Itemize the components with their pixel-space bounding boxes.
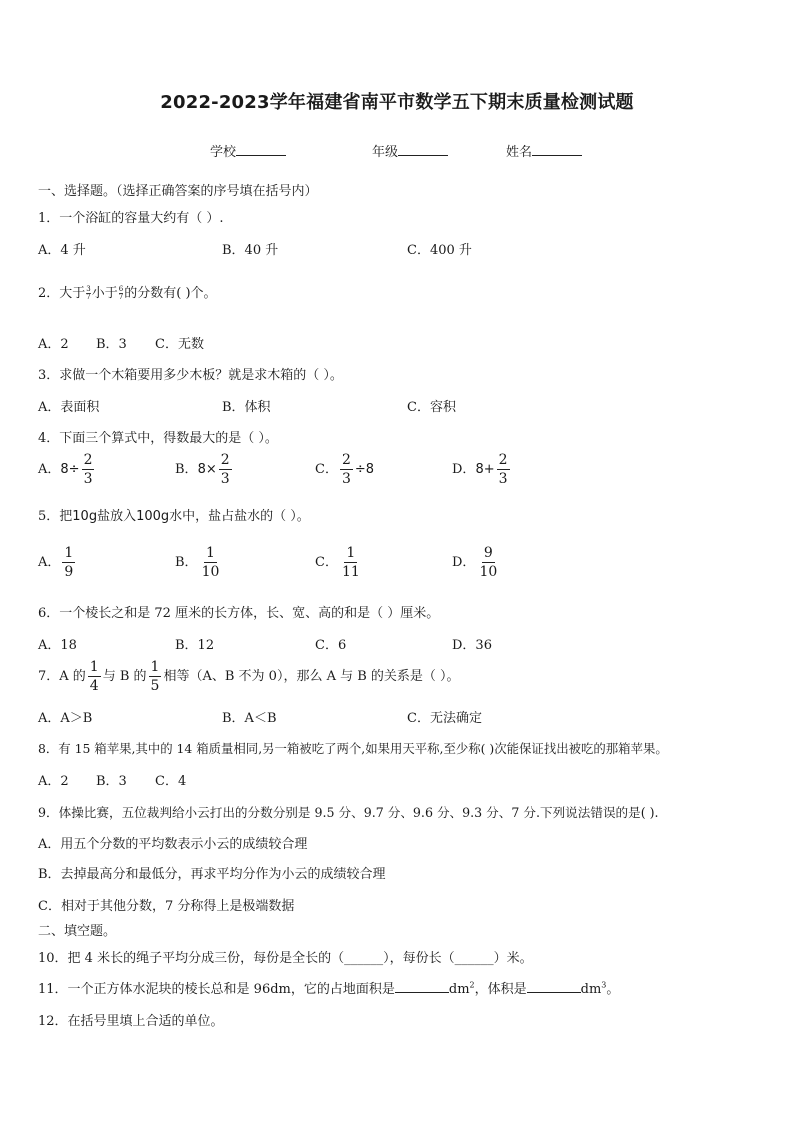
q9-option-c: C．相对于其他分数，7 分称得上是极端数据 — [38, 899, 295, 914]
q6-option-c: C．6 — [315, 638, 347, 653]
q5-water: 100g — [136, 509, 170, 524]
q4-option-c — [315, 453, 374, 486]
q4-a-label: A． — [38, 462, 61, 477]
q5-b-den: 10 — [201, 564, 220, 580]
question-1: 1．一个浴缸的容量大约有（ ）. — [38, 211, 224, 226]
question-2 — [38, 282, 217, 301]
q5-a-den: 9 — [64, 564, 74, 580]
q9-option-a: A．用五个分数的平均数表示小云的成绩较合理 — [38, 837, 308, 852]
q3-option-c: C．容积 — [407, 400, 456, 415]
q7-option-a: A．A＞B — [38, 711, 93, 726]
q2-option-c: C．无数 — [155, 337, 204, 352]
q4-a-fraction — [82, 453, 95, 486]
question-11 — [38, 978, 619, 997]
q4-c-fraction — [340, 453, 353, 486]
q2-pre: 2．大于 — [38, 286, 86, 301]
q7-mid: 与 B 的 — [102, 669, 147, 684]
q4-option-d — [452, 453, 512, 486]
q7-pre: 7．A 的 — [38, 669, 86, 684]
q6-option-d: D．36 — [452, 638, 492, 653]
q5-option-a — [38, 546, 77, 579]
q4-d-num: 2 — [498, 452, 508, 468]
school-field — [210, 141, 286, 160]
q4-c-den: 3 — [341, 471, 351, 487]
q4-d-den: 3 — [498, 471, 508, 487]
question-3: 3．求做一个木箱要用多少木板？就是求木箱的（ ）。 — [38, 368, 343, 383]
q7-f2-num: 1 — [150, 659, 160, 675]
q7-f1-den: 4 — [89, 678, 99, 694]
q4-b-label: B． — [175, 462, 198, 477]
q7-f2-den: 5 — [150, 678, 160, 694]
q6-option-a: A．18 — [38, 638, 77, 653]
q5-option-c — [315, 546, 364, 579]
question-7 — [38, 660, 460, 693]
q4-c-num: 2 — [341, 452, 351, 468]
q4-a-den: 3 — [83, 471, 93, 487]
question-12: 12．在括号里填上合适的单位。 — [38, 1014, 224, 1029]
q3-option-b: B．体积 — [222, 400, 271, 415]
q11-unit-2: dm — [580, 982, 602, 997]
q4-b-fraction — [219, 453, 232, 486]
q9-option-b: B．去掉最高分和最低分，再求平均分作为小云的成绩较合理 — [38, 867, 386, 882]
q4-option-a — [38, 453, 96, 486]
q11-unit-1: dm — [448, 982, 470, 997]
question-10: 10．把 4 米长的绳子平均分成三份，每份是全长的（______），每份长（______）米。 — [38, 951, 533, 966]
q2-f2-den: 7 — [118, 293, 124, 301]
q2-option-a: A．2 — [38, 337, 69, 352]
page-title: 2022-2023学年福建省南平市数学五下期末质量检测试题 — [160, 92, 634, 113]
q11-mid: ，体积是 — [474, 982, 527, 997]
q11-area-blank[interactable] — [395, 980, 449, 993]
q5-c-den: 11 — [341, 564, 360, 580]
q5-option-b — [175, 546, 223, 579]
q2-option-b: B．3 — [96, 337, 127, 352]
school-blank[interactable] — [236, 143, 286, 156]
q11-post: 。 — [606, 982, 620, 997]
q8-option-c: C．4 — [155, 774, 187, 789]
q5-b-label: B． — [175, 555, 198, 570]
q3-option-a: A．表面积 — [38, 400, 100, 415]
q11-volume-blank[interactable] — [527, 980, 581, 993]
question-9: 9．体操比赛，五位裁判给小云打出的分数分别是 9.5 分、9.7 分、9.6 分、9.3 分、7 分.下列说法错误的是( ). — [38, 805, 659, 820]
q2-f1-num: 3 — [86, 285, 91, 293]
q4-d-label: D． — [452, 462, 476, 477]
q5-b-fraction — [200, 546, 222, 579]
question-4: 4．下面三个算式中，得数最大的是（ ）。 — [38, 431, 278, 446]
q5-salt: 10g — [72, 509, 98, 524]
q5-option-d — [452, 546, 501, 579]
section-heading: 一、选择题。（选择正确答案的序号填在括号内） — [38, 184, 318, 199]
q1-option-a: A．4 升 — [38, 243, 86, 258]
q1-option-b: B．40 升 — [222, 243, 279, 258]
q7-post: 相等（A、B 不为 0），那么 A 与 B 的关系是（ ）。 — [163, 669, 460, 684]
name-blank[interactable] — [532, 143, 582, 156]
question-8: 8．有 15 箱苹果,其中的 14 箱质量相同,另一箱被吃了两个,如果用天平称,至少称( )次能保证找出被吃的那箱苹果。 — [38, 741, 668, 756]
q7-fraction-2 — [149, 660, 162, 693]
name-label: 姓名 — [506, 145, 533, 160]
q5-b-num: 1 — [206, 545, 215, 561]
question-6: 6．一个棱长之和是 72 厘米的长方体，长、宽、高的和是（ ）厘米。 — [38, 606, 440, 621]
question-5 — [38, 505, 310, 524]
q5-pre: 5．把 — [38, 509, 73, 524]
q5-d-den: 10 — [479, 564, 498, 580]
grade-blank[interactable] — [398, 143, 448, 156]
q5-a-fraction — [62, 546, 75, 579]
section-heading-2: 二、填空题。 — [38, 924, 117, 939]
name-field — [506, 141, 582, 160]
grade-field — [372, 141, 448, 160]
q2-fraction-1 — [86, 286, 90, 301]
q5-mid: 盐放入 — [97, 509, 137, 524]
q2-fraction-2 — [119, 286, 123, 301]
q5-d-label: D． — [452, 555, 476, 570]
q11-exp-1: 2 — [469, 980, 475, 990]
q5-d-fraction — [477, 546, 499, 579]
q6-option-b: B．12 — [175, 638, 215, 653]
q4-c-expr: ÷8 — [354, 462, 375, 477]
q4-c-label: C． — [315, 462, 338, 477]
q5-a-num: 1 — [64, 545, 74, 561]
q7-option-b: B．A＜B — [222, 711, 277, 726]
q4-b-expr: 8× — [197, 462, 217, 477]
q7-option-c: C．无法确定 — [407, 711, 482, 726]
q8-option-a: A．2 — [38, 774, 69, 789]
q5-c-num: 1 — [346, 545, 356, 561]
q4-b-num: 2 — [220, 452, 230, 468]
grade-label: 年级 — [372, 145, 399, 160]
q5-d-num: 9 — [483, 545, 493, 561]
q8-option-b: B．3 — [96, 774, 127, 789]
school-label: 学校 — [210, 145, 237, 160]
q2-f1-den: 7 — [86, 293, 91, 301]
q5-c-label: C． — [315, 555, 338, 570]
q4-b-den: 3 — [220, 471, 230, 487]
q5-a-label: A． — [38, 555, 61, 570]
q4-option-b — [175, 453, 234, 486]
q4-d-fraction — [497, 453, 510, 486]
q5-post: 水中，盐占盐水的（ ）。 — [169, 509, 310, 524]
q7-fraction-1 — [88, 660, 101, 693]
q2-mid: 小于 — [91, 286, 118, 301]
q11-pre: 11．一个正方体水泥块的棱长总和是 96dm，它的占地面积是 — [38, 982, 395, 997]
q7-f1-num: 1 — [89, 659, 99, 675]
q4-a-num: 2 — [83, 452, 93, 468]
q4-d-expr: 8+ — [475, 462, 495, 477]
q2-post: 的分数有( )个。 — [124, 286, 217, 301]
q5-c-fraction — [340, 546, 362, 579]
q11-exp-2: 3 — [601, 980, 607, 990]
q1-option-c: C．400 升 — [407, 243, 472, 258]
q4-a-expr: 8÷ — [60, 462, 80, 477]
q2-f2-num: 6 — [118, 285, 124, 293]
